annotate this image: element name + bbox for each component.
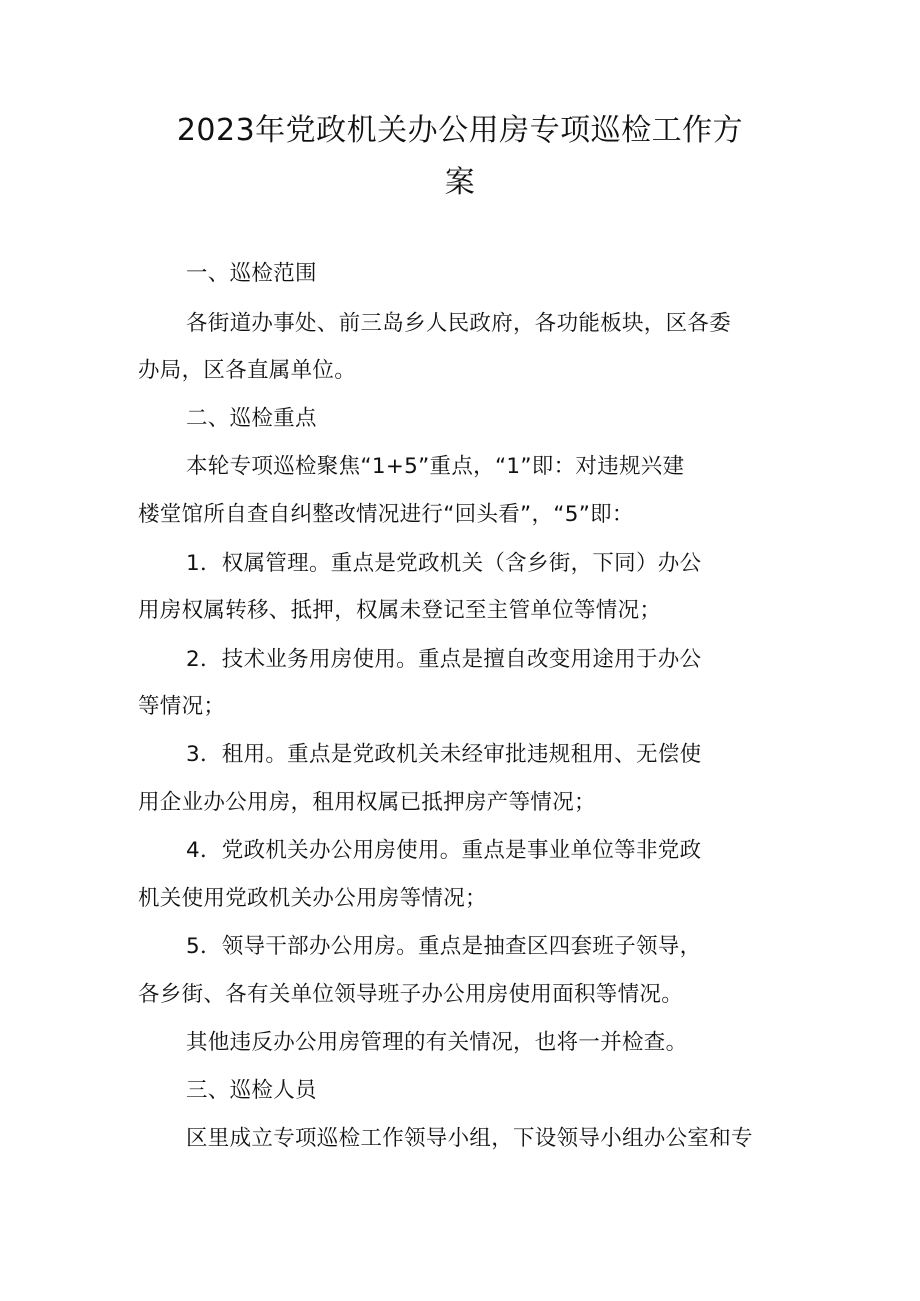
list-item-line: 4．党政机关办公用房使用。重点是事业单位等非党政 (186, 838, 702, 863)
paragraph-line: 其他违反办公用房管理的有关情况，也将一并检查。 (186, 1030, 688, 1055)
paragraph-line: 区里成立专项巡检工作领导小组，下设领导小组办公室和专 (186, 1126, 753, 1151)
list-item-line: 各乡街、各有关单位领导班子办公用房使用面积等情况。 (138, 982, 684, 1007)
paragraph-line: 楼堂馆所自查自纠整改情况进行“回头看”，“5”即： (138, 502, 634, 527)
list-item-line: 用企业办公用房，租用权属已抵押房产等情况； (138, 790, 596, 815)
list-item-line: 机关使用党政机关办公用房等情况； (138, 886, 487, 911)
list-item-line: 5．领导干部办公用房。重点是抽查区四套班子领导， (186, 934, 702, 959)
list-item-line: 2．技术业务用房使用。重点是擅自改变用途用于办公 (186, 647, 702, 672)
list-item-line: 等情况； (138, 694, 226, 719)
document-title-line-2: 案 (444, 165, 476, 200)
paragraph-line: 各街道办事处、前三岛乡人民政府，各功能板块，区各委 (186, 311, 732, 336)
section-heading-personnel: 三、巡检人员 (186, 1078, 317, 1103)
paragraph-line: 办局，区各直属单位。 (138, 358, 357, 383)
list-item-line: 3．租用。重点是党政机关未经审批违规租用、无偿使 (186, 742, 702, 767)
list-item-line: 1．权属管理。重点是党政机关（含乡街，下同）办公 (186, 551, 702, 576)
section-heading-focus: 二、巡检重点 (186, 406, 317, 431)
paragraph-line: 本轮专项巡检聚焦“1+5”重点，“1”即：对违规兴建 (186, 454, 685, 479)
document-title-line-1: 2023年党政机关办公用房专项巡检工作方 (176, 113, 744, 148)
list-item-line: 用房权属转移、抵押，权属未登记至主管单位等情况； (138, 598, 662, 623)
section-heading-scope: 一、巡检范围 (186, 261, 317, 286)
